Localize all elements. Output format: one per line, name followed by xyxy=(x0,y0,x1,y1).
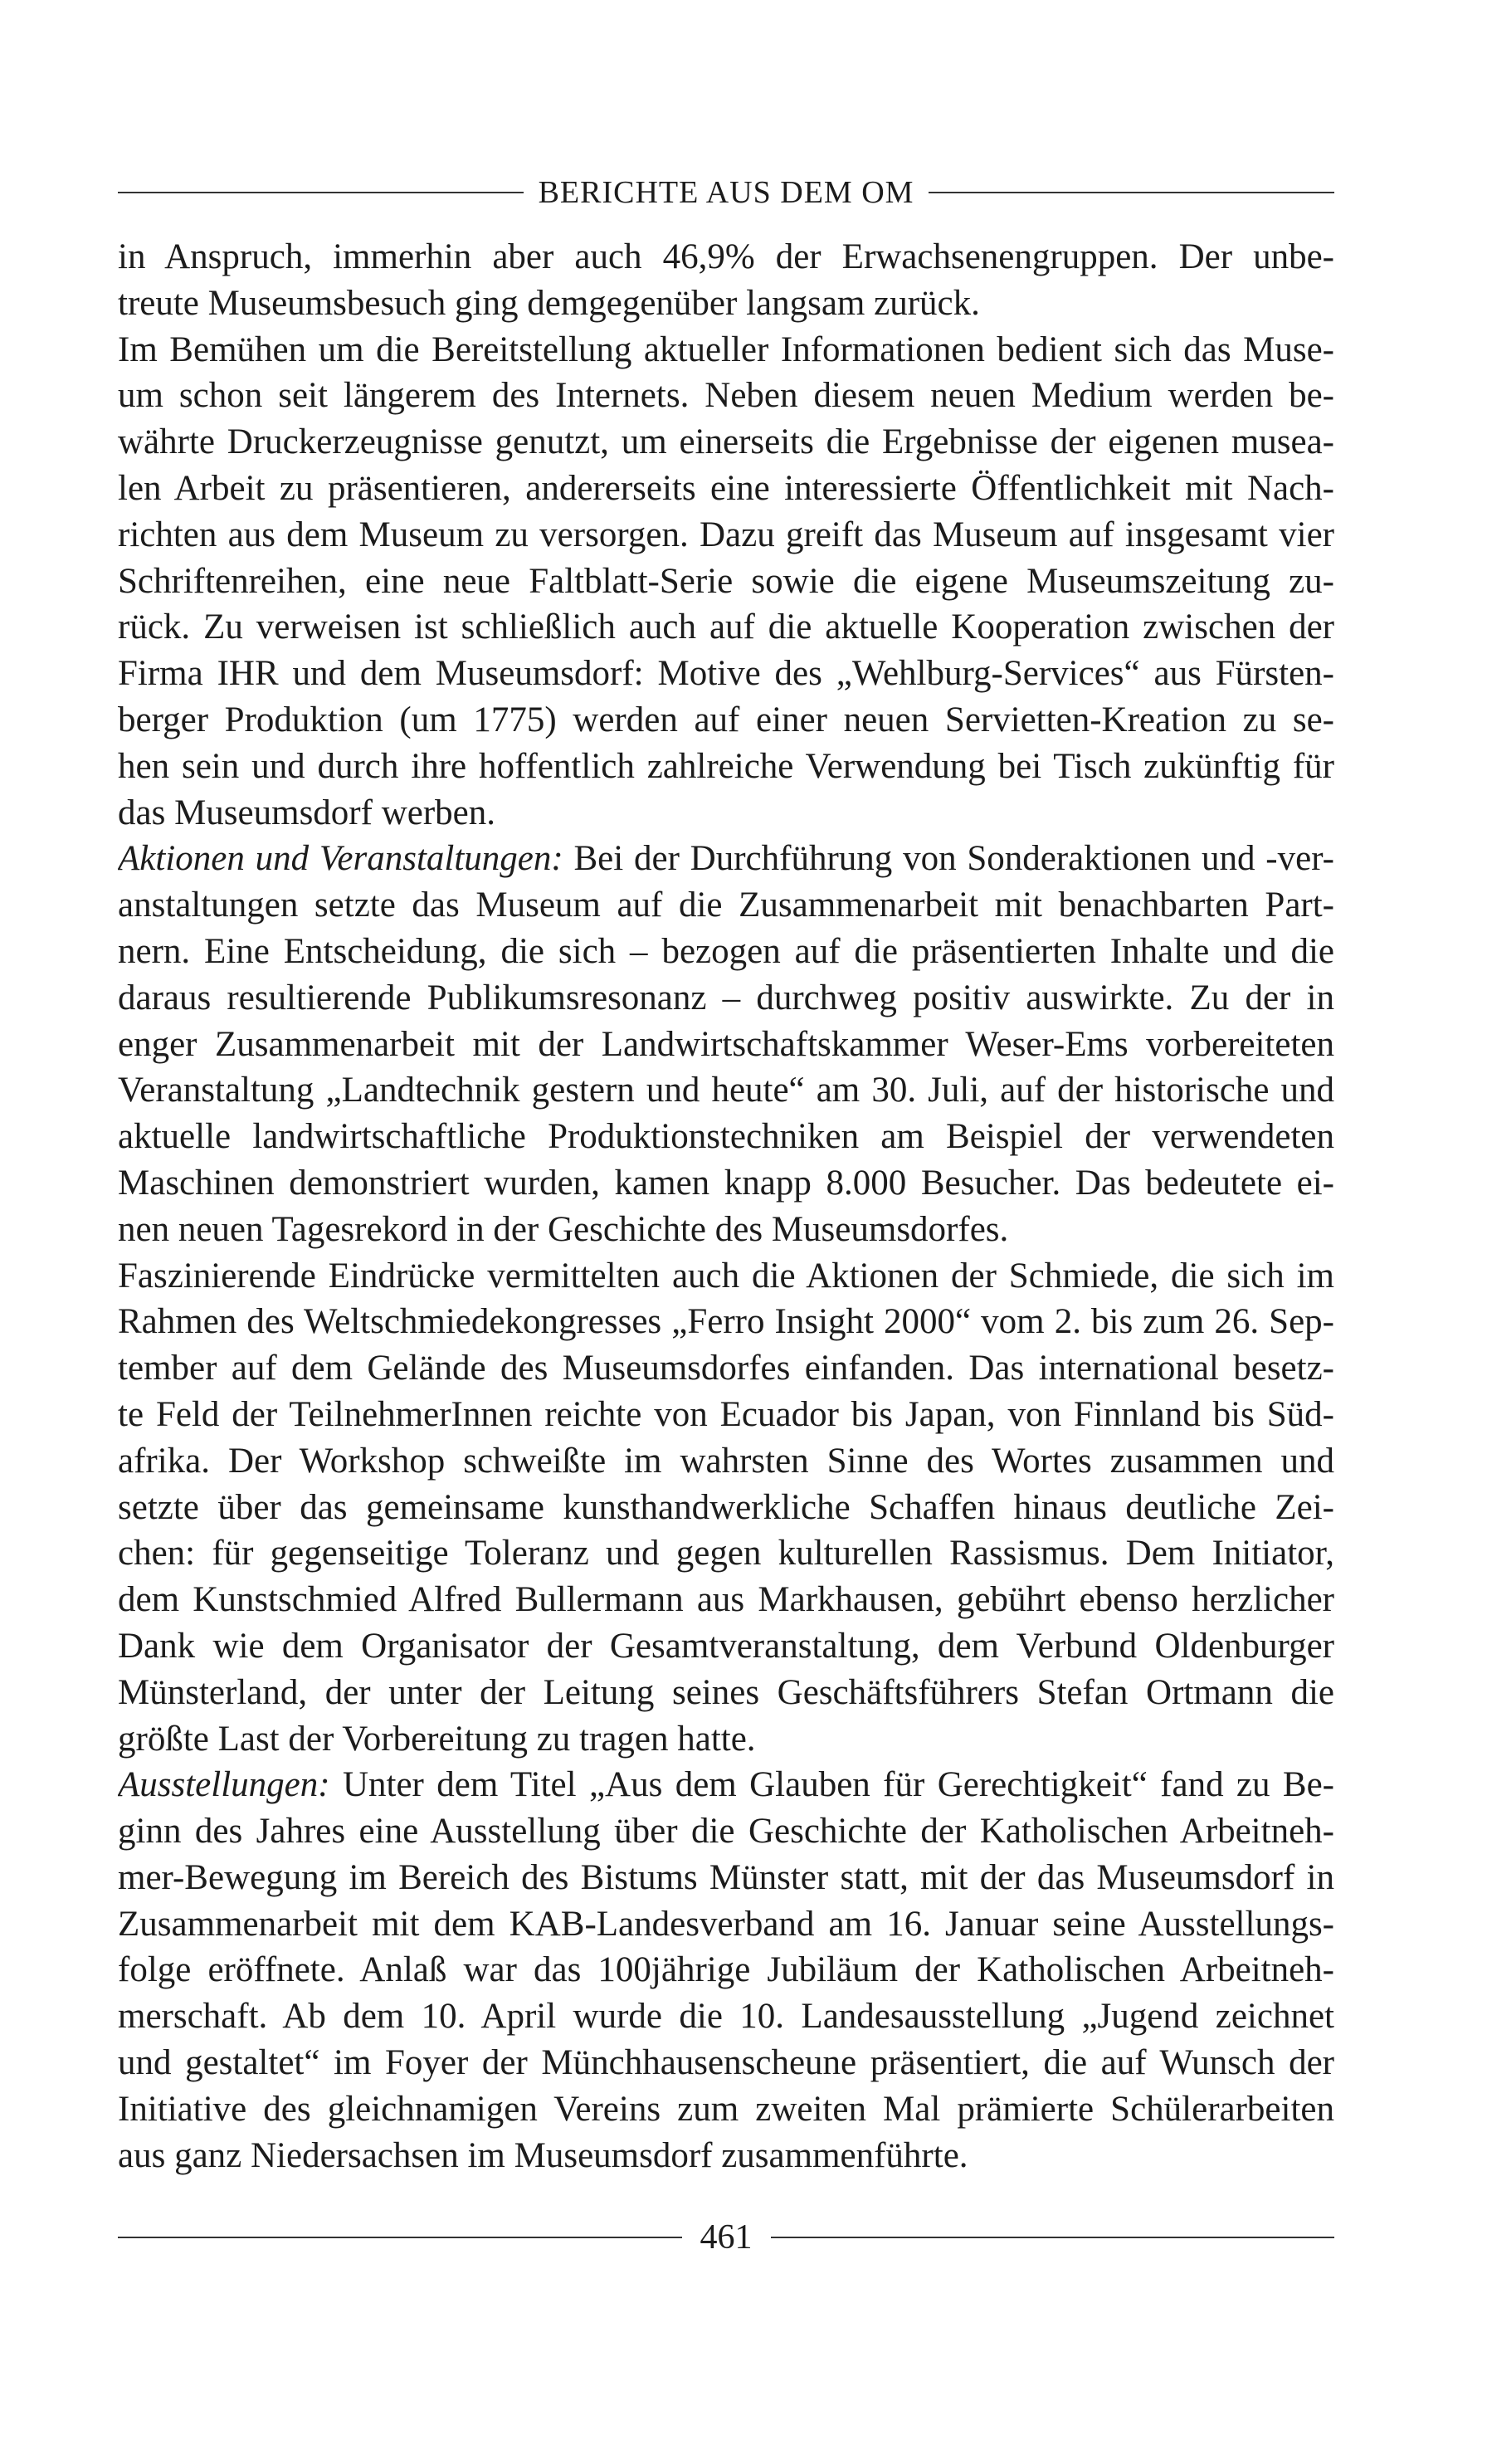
text-line xyxy=(118,559,1334,605)
text-line xyxy=(118,2040,1334,2086)
line-text: Maschinen demonstriert wurden, kamen knapp 8.000 Besucher. Das bedeutete ei- xyxy=(118,1163,1334,1203)
line-text: chen: für gegenseitige Toleranz und gegen kulturellen Rassismus. Dem Initiator, xyxy=(118,1534,1334,1574)
text-line xyxy=(118,1160,1334,1207)
line-text: Bei der Durchführung von Sonderaktionen und -ver- xyxy=(563,839,1334,879)
text-line xyxy=(118,2086,1334,2133)
header-rule-left xyxy=(118,192,524,193)
text-line xyxy=(118,1716,1334,1763)
running-head xyxy=(118,171,1334,214)
page-number: 461 xyxy=(700,2218,753,2257)
text-line xyxy=(118,1438,1334,1485)
line-text: Initiative des gleichnamigen Vereins zum zweiten Mal prämierte Schülerarbeiten xyxy=(118,2089,1334,2129)
line-text: berger Produktion (um 1775) werden auf einer neuen Servietten-Kreation zu se- xyxy=(118,700,1334,739)
line-text: und gestaltet“ im Foyer der Münchhausenscheune präsentiert, die auf Wunsch der xyxy=(118,2043,1334,2083)
text-line xyxy=(118,975,1334,1022)
text-line xyxy=(118,744,1334,790)
text-line xyxy=(118,512,1334,559)
line-text: afrika. Der Workshop schweißte im wahrsten Sinne des Wortes zusammen und xyxy=(118,1441,1334,1481)
text-line xyxy=(118,466,1334,512)
line-text: ginn des Jahres eine Ausstellung über die Geschichte der Katholischen Arbeitneh- xyxy=(118,1812,1334,1852)
text-line xyxy=(118,1485,1334,1531)
line-text: Faszinierende Eindrücke vermittelten auch die Aktionen der Schmiede, die sich im xyxy=(118,1256,1334,1295)
text-line xyxy=(118,1577,1334,1623)
line-text: setzte über das gemeinsame kunsthandwerkliche Schaffen hinaus deutliche Zei- xyxy=(118,1487,1334,1527)
line-text: daraus resultierende Publikumsresonanz – durchweg positiv auswirkte. Zu der in xyxy=(118,978,1334,1017)
text-line xyxy=(118,234,1334,281)
line-text: hen sein und durch ihre hoffentlich zahlreiche Verwendung bei Tisch zukünftig für xyxy=(118,746,1334,786)
text-line xyxy=(118,327,1334,373)
text-line xyxy=(118,651,1334,697)
text-line xyxy=(118,1392,1334,1438)
footer-rule-left xyxy=(118,2237,682,2238)
line-text: merschaft. Ab dem 10. April wurde die 10. Landesausstellung „Jugend zeichnet xyxy=(118,1997,1334,2037)
line-text: in Anspruch, immerhin aber auch 46,9% der Erwachsenengruppen. Der unbe- xyxy=(118,237,1334,276)
line-text: das Museumsdorf werben. xyxy=(118,793,495,832)
header-rule-right xyxy=(929,192,1334,193)
text-line xyxy=(118,604,1334,651)
text-line xyxy=(118,1345,1334,1392)
text-line xyxy=(118,419,1334,466)
line-text: größte Last der Vorbereitung zu tragen hatte. xyxy=(118,1719,756,1759)
line-text: Im Bemühen um die Bereitstellung aktueller Informationen bedient sich das Muse- xyxy=(118,329,1334,369)
line-text: richten aus dem Museum zu versorgen. Dazu greift das Museum auf insgesamt vier xyxy=(118,515,1334,554)
footer-rule-right xyxy=(771,2237,1335,2238)
text-line xyxy=(118,882,1334,929)
text-line xyxy=(118,1901,1334,1948)
line-text: Rahmen des Weltschmiedekongresses „Ferro Insight 2000“ vom 2. bis zum 26. Sep- xyxy=(118,1302,1334,1342)
text-line xyxy=(118,1855,1334,1901)
section-heading: Ausstellungen: xyxy=(118,1765,330,1805)
page-footer xyxy=(118,2214,1334,2261)
line-text: Veranstaltung „Landtechnik gestern und heute“ am 30. Juli, auf der historische und xyxy=(118,1071,1334,1110)
body-text xyxy=(118,234,1334,2179)
line-text: dem Kunstschmied Alfred Bullermann aus Markhausen, gebührt ebenso herzlicher xyxy=(118,1580,1334,1620)
text-line xyxy=(118,836,1334,882)
text-line xyxy=(118,1253,1334,1300)
line-text: Unter dem Titel „Aus dem Glauben für Gerechtigkeit“ fand zu Be- xyxy=(329,1765,1334,1805)
line-text: treute Museumsbesuch ging demgegenüber langsam zurück. xyxy=(118,283,980,323)
line-text: enger Zusammenarbeit mit der Landwirtschaftskammer Weser-Ems vorbereiteten xyxy=(118,1024,1334,1064)
line-text: nen neuen Tagesrekord in der Geschichte des Museumsdorfes. xyxy=(118,1209,1009,1249)
text-line xyxy=(118,2133,1334,2179)
text-line xyxy=(118,373,1334,419)
text-line xyxy=(118,1993,1334,2040)
line-text: tember auf dem Gelände des Museumsdorfes einfanden. Das international besetz- xyxy=(118,1349,1334,1388)
line-text: folge eröffnete. Anlaß war das 100jährige Jubiläum der Katholischen Arbeitneh- xyxy=(118,1950,1334,1990)
text-line xyxy=(118,790,1334,837)
line-text: Firma IHR und dem Museumsdorf: Motive des „Wehlburg-Services“ aus Fürsten- xyxy=(118,654,1334,694)
text-line xyxy=(118,281,1334,327)
text-line xyxy=(118,1808,1334,1855)
line-text: Dank wie dem Organisator der Gesamtveranstaltung, dem Verbund Oldenburger xyxy=(118,1626,1334,1666)
line-text: rück. Zu verweisen ist schließlich auch auf die aktuelle Kooperation zwischen der xyxy=(118,607,1334,647)
line-text: Schriftenreihen, eine neue Faltblatt-Serie sowie die eigene Museumszeitung zu- xyxy=(118,561,1334,601)
text-line xyxy=(118,1530,1334,1577)
text-line xyxy=(118,929,1334,975)
line-text: mer-Bewegung im Bereich des Bistums Münster statt, mit der das Museumsdorf in xyxy=(118,1857,1334,1897)
line-text: aus ganz Niedersachsen im Museumsdorf zusammenführte. xyxy=(118,2135,968,2175)
line-text: aktuelle landwirtschaftliche Produktionstechniken am Beispiel der verwendeten xyxy=(118,1117,1334,1157)
line-text: te Feld der TeilnehmerInnen reichte von Ecuador bis Japan, von Finnland bis Süd- xyxy=(118,1394,1334,1434)
line-text: Zusammenarbeit mit dem KAB-Landesverband am 16. Januar seine Ausstellungs- xyxy=(118,1904,1334,1944)
text-line xyxy=(118,1670,1334,1716)
text-line xyxy=(118,697,1334,744)
text-line xyxy=(118,1947,1334,1993)
running-title: BERICHTE AUS DEM OM xyxy=(538,175,914,210)
text-line xyxy=(118,1067,1334,1114)
line-text: nern. Eine Entscheidung, die sich – bezogen auf die präsentierten Inhalte und die xyxy=(118,931,1334,971)
text-line xyxy=(118,1114,1334,1160)
text-line xyxy=(118,1623,1334,1670)
line-text: Münsterland, der unter der Leitung seines Geschäftsführers Stefan Ortmann die xyxy=(118,1672,1334,1712)
text-line xyxy=(118,1762,1334,1808)
text-line xyxy=(118,1022,1334,1068)
text-line xyxy=(118,1207,1334,1253)
line-text: währte Druckerzeugnisse genutzt, um einerseits die Ergebnisse der eigenen musea- xyxy=(118,422,1334,462)
section-heading: Aktionen und Veranstaltungen: xyxy=(118,839,563,879)
text-line xyxy=(118,1299,1334,1345)
line-text: len Arbeit zu präsentieren, andererseits eine interessierte Öffentlichkeit mit Nach- xyxy=(118,468,1334,508)
line-text: um schon seit längerem des Internets. Neben diesem neuen Medium werden be- xyxy=(118,376,1334,416)
line-text: anstaltungen setzte das Museum auf die Zusammenarbeit mit benachbarten Part- xyxy=(118,886,1334,925)
